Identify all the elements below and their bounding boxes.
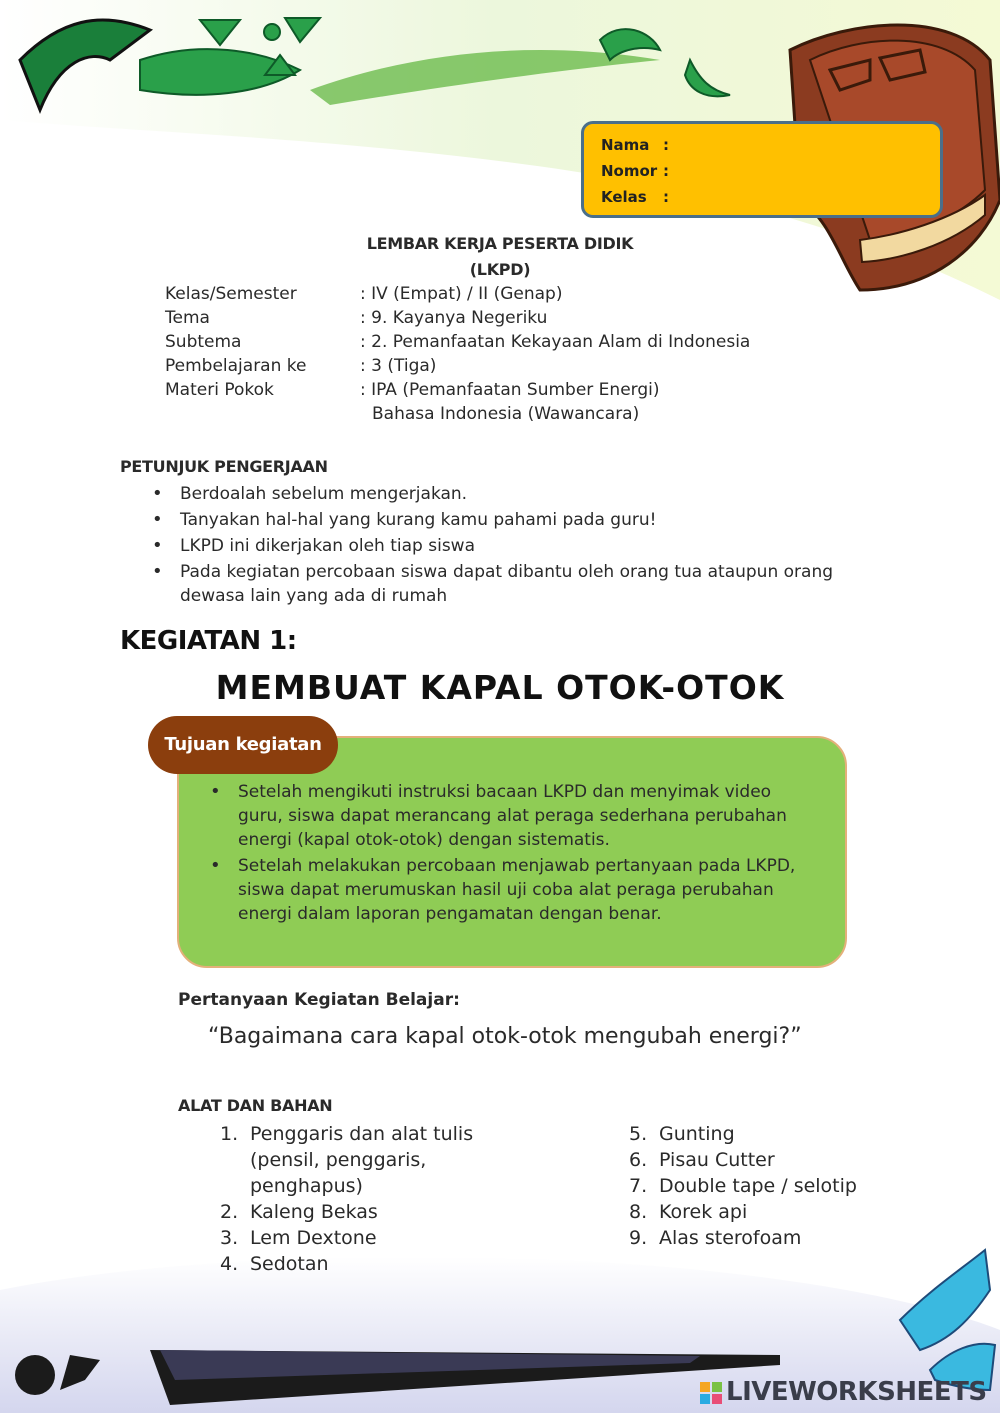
tool-item: [629, 1225, 919, 1251]
tool-text: Lem Dextone: [250, 1227, 377, 1249]
goal-item: • Setelah mengikuti instruksi bacaan LKPD dan menyimak video guru, siswa dapat merancang alat peraga sederhana perubahan energi (kapal otok-otok) dengan sistematis.: [210, 780, 820, 852]
tool-item: [220, 1251, 490, 1277]
instruction-item: • Pada kegiatan percobaan siswa dapat dibantu oleh orang tua ataupun orang dewasa lain yang ada di rumah: [152, 560, 852, 608]
class-field[interactable]: [601, 188, 669, 206]
number-colon: :: [663, 162, 669, 180]
meta-value-topic: : IPA (Pemanfaatan Sumber Energi): [360, 380, 660, 400]
activity-title: MEMBUAT KAPAL OTOK-OTOK: [215, 668, 785, 707]
meta-label-subtheme: Subtema: [165, 332, 242, 352]
name-field[interactable]: [601, 136, 669, 154]
goal-tab: Tujuan kegiatan: [148, 716, 338, 774]
instructions-title: PETUNJUK PENGERJAAN: [120, 457, 328, 476]
goal-item: • Setelah melakukan percobaan menjawab pertanyaan pada LKPD, siswa dapat merumuskan hasil uji coba alat peraga perubahan energi dalam laporan pengamatan dengan benar.: [210, 854, 820, 926]
meta-label-lesson: Pembelajaran ke: [165, 356, 307, 376]
tool-item: [220, 1121, 490, 1199]
goal-list: [210, 780, 820, 928]
tool-number: 7.: [629, 1175, 648, 1197]
meta-label-theme: Tema: [165, 308, 210, 328]
tool-number: 9.: [629, 1227, 648, 1249]
tool-number: 4.: [220, 1253, 239, 1275]
liveworksheets-icon: [700, 1382, 722, 1404]
class-label: Kelas: [601, 188, 647, 206]
tool-item: [629, 1199, 919, 1225]
meta-label-topic: Materi Pokok: [165, 380, 274, 400]
instruction-item: • LKPD ini dikerjakan oleh tiap siswa: [152, 534, 852, 558]
tool-text: Alas sterofoam: [659, 1227, 802, 1249]
page-title: LEMBAR KERJA PESERTA DIDIK: [366, 234, 634, 253]
meta-value-lesson: : 3 (Tiga): [360, 356, 437, 376]
tool-number: 8.: [629, 1201, 648, 1223]
tool-text: Korek api: [659, 1201, 748, 1223]
tool-number: 2.: [220, 1201, 239, 1223]
student-identity-box: [581, 121, 943, 218]
instruction-item: • Berdoalah sebelum mengerjakan.: [152, 482, 852, 506]
tool-text: Kaleng Bekas: [250, 1201, 378, 1223]
tool-text: Gunting: [659, 1123, 735, 1145]
page-subtitle: (LKPD): [469, 260, 531, 279]
liveworksheets-logo: [700, 1376, 995, 1408]
meta-value-topic-extra: Bahasa Indonesia (Wawancara): [372, 404, 640, 424]
tool-text: Double tape / selotip: [659, 1175, 857, 1197]
number-label: Nomor: [601, 162, 658, 180]
liveworksheets-text: LIVEWORKSHEETS: [726, 1377, 987, 1407]
name-label: Nama: [601, 136, 650, 154]
tool-text: Penggaris dan alat tulis (pensil, penggaris, penghapus): [250, 1123, 474, 1197]
tool-item: [220, 1199, 490, 1225]
meta-value-subtheme: : 2. Pemanfaatan Kekayaan Alam di Indonesia: [360, 332, 751, 352]
tool-item: [220, 1225, 490, 1251]
meta-value-class-semester: : IV (Empat) / II (Genap): [360, 284, 563, 304]
meta-label-class-semester: Kelas/Semester: [165, 284, 297, 304]
question-text: “Bagaimana cara kapal otok-otok mengubah energi?”: [208, 1024, 802, 1049]
tool-item: [629, 1147, 919, 1173]
tool-text: Pisau Cutter: [659, 1149, 775, 1171]
question-label: Pertanyaan Kegiatan Belajar:: [178, 990, 460, 1010]
tool-number: 3.: [220, 1227, 239, 1249]
tool-text: Sedotan: [250, 1253, 329, 1275]
activity-label: KEGIATAN 1:: [120, 626, 297, 656]
tools-list-left: [220, 1121, 490, 1277]
number-field[interactable]: [601, 162, 669, 180]
tool-item: [629, 1173, 919, 1199]
name-colon: :: [663, 136, 669, 154]
instructions-list: [152, 482, 852, 610]
tool-number: 1.: [220, 1123, 239, 1145]
tool-item: [629, 1121, 919, 1147]
class-colon: :: [663, 188, 669, 206]
tool-number: 6.: [629, 1149, 648, 1171]
tools-title: ALAT DAN BAHAN: [178, 1096, 333, 1115]
tool-number: 5.: [629, 1123, 648, 1145]
tools-list-right: [629, 1121, 919, 1251]
meta-value-theme: : 9. Kayanya Negeriku: [360, 308, 548, 328]
instruction-item: • Tanyakan hal-hal yang kurang kamu pahami pada guru!: [152, 508, 852, 532]
